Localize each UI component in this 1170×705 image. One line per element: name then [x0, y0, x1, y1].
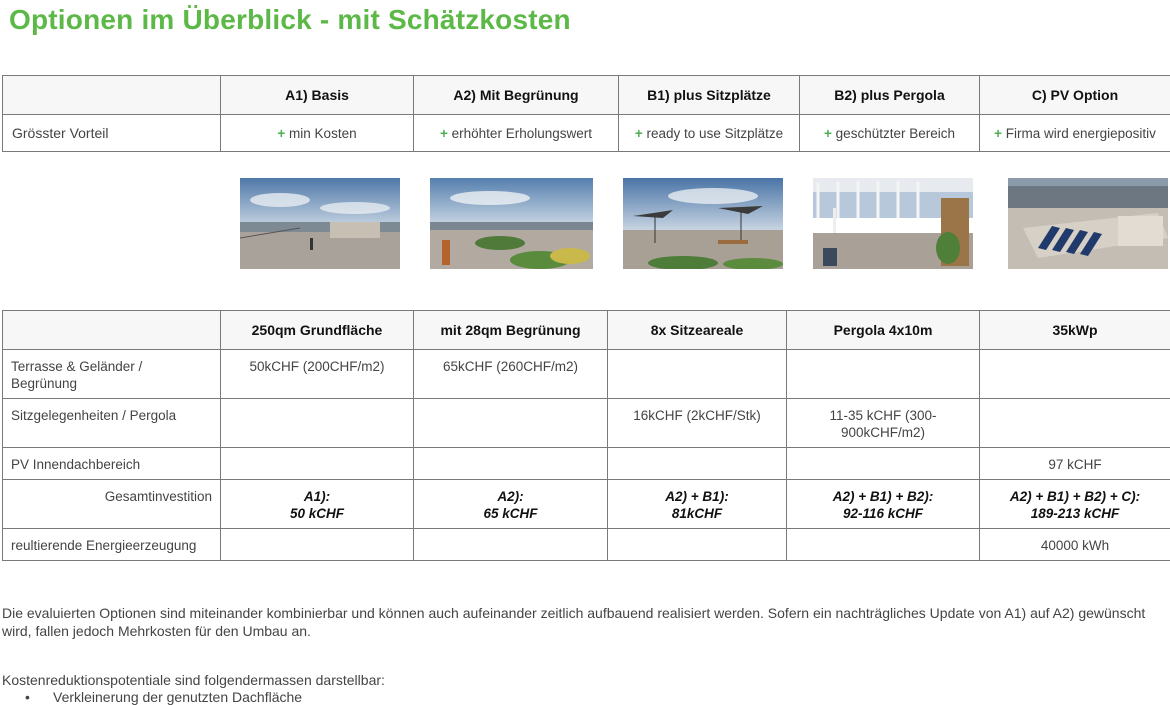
row-label: PV Innendachbereich [3, 448, 221, 480]
table-row [3, 448, 1170, 480]
advantage-text: erhöhter Erholungswert [451, 125, 592, 141]
option-header-c: C) PV Option [980, 76, 1170, 115]
cost-header-col3: 8x Sitzeareale [608, 311, 787, 350]
row-label: reultierende Energieerzeugung [3, 529, 221, 561]
cost-header-col5: 35kWp [980, 311, 1170, 350]
option-header-a1: A1) Basis [221, 76, 414, 115]
advantage-cell-a2 [414, 115, 619, 152]
table-cell [221, 399, 414, 448]
total-cell [787, 480, 980, 529]
table-cell [608, 529, 787, 561]
cost-table [2, 310, 1170, 561]
table-row [3, 350, 1170, 399]
total-option: A2) + B1) + B2): [832, 489, 934, 504]
table-cell [221, 529, 414, 561]
table-cell [414, 448, 608, 480]
total-option: A1): [303, 489, 331, 504]
table-cell: 97 kCHF [980, 448, 1170, 480]
table-cell: 11-35 kCHF (300-900kCHF/m2) [787, 399, 980, 448]
total-option: A2): [497, 489, 524, 504]
total-amount: 189-213 kCHF [1030, 506, 1120, 521]
table-cell: 65kCHF (260CHF/m2) [414, 350, 608, 399]
table-cell [414, 529, 608, 561]
table-cell [414, 399, 608, 448]
rooftop-greening-photo [430, 178, 593, 269]
total-amount: 50 kCHF [289, 506, 345, 521]
options-table [2, 75, 1170, 152]
total-amount: 65 kCHF [483, 506, 538, 521]
total-option: A2) + B1): [665, 489, 729, 504]
option-header-b1: B1) plus Sitzplätze [619, 76, 800, 115]
table-cell [980, 399, 1170, 448]
table-cell [787, 529, 980, 561]
row-label: Sitzgelegenheiten / Pergola [3, 399, 221, 448]
plus-icon: + [440, 125, 448, 141]
bullet-icon: • [25, 689, 30, 705]
table-cell [980, 350, 1170, 399]
table-cell: 40000 kWh [980, 529, 1170, 561]
advantage-cell-a1 [221, 115, 414, 152]
total-option: A2) + B1) + B2) + C): [1009, 489, 1141, 504]
cost-header-col1: 250qm Grundfläche [221, 311, 414, 350]
option-header-b2: B2) plus Pergola [800, 76, 980, 115]
cost-reduction-intro: Kostenreduktionspotentiale sind folgendermassen darstellbar: [2, 672, 385, 688]
advantage-row [3, 115, 1170, 152]
table-cell [608, 350, 787, 399]
table-cell [608, 448, 787, 480]
plus-icon: + [277, 125, 286, 141]
advantage-text: ready to use Sitzplätze [646, 125, 784, 141]
options-header-row [3, 76, 1170, 115]
cost-header-col2: mit 28qm Begrünung [414, 311, 608, 350]
advantage-text: Firma wird energiepositiv [1005, 125, 1156, 141]
table-cell: 16kCHF (2kCHF/Stk) [608, 399, 787, 448]
energy-row [3, 529, 1170, 561]
advantage-cell-b2 [800, 115, 980, 152]
advantage-text: min Kosten [289, 125, 357, 141]
total-amount: 92-116 kCHF [842, 506, 924, 521]
advantage-cell-b1 [619, 115, 800, 152]
cost-header-empty [3, 311, 221, 350]
advantage-row-label: Grösster Vorteil [3, 115, 221, 152]
total-cell [980, 480, 1170, 529]
rooftop-pv-photo [1008, 178, 1168, 269]
plus-icon: + [824, 125, 832, 141]
advantage-text: geschützter Bereich [835, 125, 955, 141]
rooftop-basis-photo [240, 178, 400, 269]
table-row [3, 399, 1170, 448]
table-cell [787, 350, 980, 399]
total-cell [414, 480, 608, 529]
cost-header-col4: Pergola 4x10m [787, 311, 980, 350]
list-item-text: Verkleinerung der genutzten Dachfläche [53, 689, 303, 705]
rooftop-seating-photo [623, 178, 783, 269]
table-cell: 50kCHF (200CHF/m2) [221, 350, 414, 399]
cost-header-row [3, 311, 1170, 350]
rooftop-pergola-photo [813, 178, 973, 269]
total-row [3, 480, 1170, 529]
options-header-empty [3, 76, 221, 115]
total-amount: 81kCHF [671, 506, 723, 521]
table-cell [787, 448, 980, 480]
row-label: Terrasse & Geländer / Begrünung [3, 350, 221, 399]
plus-icon: + [634, 125, 643, 141]
advantage-cell-c [980, 115, 1170, 152]
total-cell [221, 480, 414, 529]
plus-icon: + [994, 125, 1003, 141]
total-label: Gesamtinvestition [3, 480, 221, 529]
page-title: Optionen im Überblick - mit Schätzkosten [9, 4, 571, 35]
list-item [25, 689, 302, 705]
table-cell [221, 448, 414, 480]
option-header-a2: A2) Mit Begrünung [414, 76, 619, 115]
options-paragraph: Die evaluierten Optionen sind miteinander kombinierbar und können auch aufeinander zeitlich aufbauend realisiert werden. Sofern ein nachträgliches Update von A1) auf A2) gewünscht wird, fallen jedoch Mehrkosten für den Umbau an. [2, 605, 1146, 639]
total-cell [608, 480, 787, 529]
